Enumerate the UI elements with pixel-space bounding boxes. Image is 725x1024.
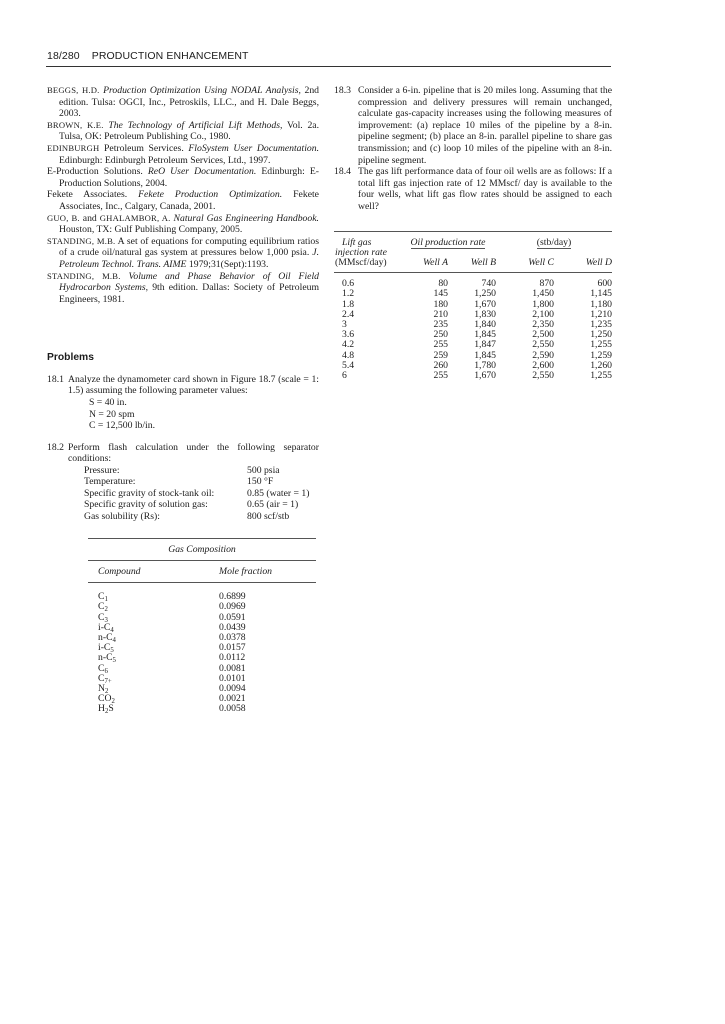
injection-rate-cell: 3.6 [342,329,355,341]
injection-rate-cell: 4.8 [342,349,355,361]
production-cell: 1,210 [590,308,612,320]
column-header: Compound [98,565,141,577]
gas-composition-table [88,538,316,715]
table-row [334,330,612,340]
mole-fraction-cell: 0.0021 [219,693,246,705]
references-list [47,85,319,305]
mole-fraction-cell: 0.0969 [219,601,246,613]
table-row [334,289,612,299]
column-group-header: Oil production rate [410,236,486,248]
problem-18-2 [47,442,319,465]
table-row [88,664,316,674]
column-header: Well A [422,256,448,268]
mole-fraction-cell: 0.0591 [219,611,246,623]
parameter-item: N = 20 spm [89,408,135,420]
table-row [88,704,316,714]
column-header: Well B [470,256,496,268]
production-cell: 1,800 [532,298,554,310]
problem-text: Perform flash calculation under the following separator conditions: [68,441,319,465]
compound-cell: $C_3$ [98,611,108,624]
production-cell: 80 [438,278,448,290]
condition-row: Gas solubility (Rs): 800 scf/stb [84,510,290,522]
injection-rate-cell: 1.8 [342,298,355,310]
mole-fraction-cell: 0.0101 [219,672,246,684]
production-cell: 2,600 [532,359,554,371]
problem-text: The gas lift performance data of four oil wells are as follows: If a total lift gas injection rate of 12 MMscf/ day is available to the four wells, what lift gas flow rates should be assigned to each well? [358,166,612,212]
header-rule [46,66,611,67]
compound-cell: $C_2$ [98,601,108,614]
production-cell: 2,550 [532,369,554,381]
compound-cell: $N_2$ [98,683,109,696]
problem-number: 18.4 [334,166,351,178]
production-cell: 2,590 [532,349,554,361]
problem-text: Analyze the dynamometer card shown in Figure 18.7 (scale = 1: 1.5) assuming the following parameter values: [68,373,319,397]
production-cell: 1,780 [474,359,496,371]
mole-fraction-cell: 0.0094 [219,683,246,695]
production-cell: 1,259 [590,349,612,361]
column-group-header: (stb/day) [536,236,572,248]
table-row [334,371,612,381]
compound-cell: $H_2S$ [98,703,114,716]
production-cell: 180 [433,298,448,310]
reference-item: BEGGS, H.D. Production Optimization Using NODAL Analysis, 2nd edition. Tulsa: OGCI, Inc., Petroskils, LLC., and H. Dale Beggs, 2003. [47,85,320,120]
compound-cell: $C_{7+}$ [98,672,112,685]
column-header: Well D [585,256,612,268]
gas-lift-table [334,231,612,382]
reference-item: STANDING, M.B. Volume and Phase Behavior of Oil Field Hydrocarbon Systems, 9th edition. Dallas: Society of Petroleum Engineers, 1981. [47,270,320,305]
table-body [334,279,612,381]
mole-fraction-cell: 0.0081 [219,662,246,674]
compound-cell: $C_6$ [98,662,108,675]
production-cell: 259 [433,349,448,361]
table-row [334,361,612,371]
injection-rate-cell: 0.6 [342,278,355,290]
table-caption: Gas Composition [168,544,236,556]
table-row [88,602,316,612]
production-cell: 250 [433,329,448,341]
table-row [334,300,612,310]
production-cell: 1,845 [474,349,496,361]
production-cell: 1,250 [590,329,612,341]
mole-fraction-cell: 0.0058 [219,703,246,715]
column-header: Lift gas [342,236,372,248]
production-cell: 740 [481,278,496,290]
mole-fraction-cell: 0.0157 [219,642,246,654]
problem-text: Consider a 6-in. pipeline that is 20 miles long. Assuming that the compression and delivery pressures will remain unchanged, calculate gas-capacity increases using the following measures of improvement: (a) replace 10 miles of the pipeline by a 8-in. pipeline segment; (b) place an 8-in. parallel pipeline to share gas transmission; and (c) loop 10 miles of the pipeline with an 8-in. pipeline segment. [358,85,612,166]
problem-number: 18.1 [47,373,64,385]
production-cell: 1,830 [474,308,496,320]
production-cell: 2,350 [532,318,554,330]
mole-fraction-cell: 0.0439 [219,621,246,633]
mole-fraction-cell: 0.6899 [219,591,246,603]
injection-rate-cell: 2.4 [342,308,355,320]
production-cell: 1,847 [474,339,496,351]
production-cell: 1,845 [474,329,496,341]
compound-cell: $i-C_5$ [98,642,114,655]
column-header: (MMscf/day) [335,256,387,268]
running-header [47,50,249,62]
injection-rate-cell: 3 [342,318,347,330]
production-cell: 1,255 [590,339,612,351]
compound-cell: $CO_2$ [98,693,115,706]
condition-row: Specific gravity of stock-tank oil: 0.85 (water = 1) [84,487,310,499]
condition-row: Pressure: 500 psia [84,465,280,477]
table-body [88,583,316,714]
table-row [88,674,316,684]
production-cell: 2,100 [532,308,554,320]
table-row [88,623,316,633]
table-row [88,592,316,602]
compound-cell: $C_1$ [98,591,108,604]
production-cell: 1,145 [590,288,612,300]
problem-18-1 [47,374,319,432]
table-row [334,320,612,330]
production-cell: 2,500 [532,329,554,341]
production-cell: 1,250 [474,288,496,300]
mole-fraction-cell: 0.0112 [219,652,246,664]
reference-item: Fekete Associates. Fekete Production Optimization. Fekete Associates, Inc., Calgary, Canada, 2001. [47,189,319,212]
reference-item: STANDING, M.B. A set of equations for computing equilibrium ratios of a crude oil/natural gas system at pressures below 1,000 psia. J. Petroleum Technol. Trans. AIME 1979;31(Sept):1193. [47,235,320,270]
production-cell: 1,255 [590,369,612,381]
parameter-item: C = 12,500 lb/in. [89,420,156,432]
running-title: PRODUCTION ENHANCEMENT [91,50,249,62]
table-row [88,684,316,694]
production-cell: 255 [433,339,448,351]
production-cell: 260 [433,359,448,371]
production-cell: 1,670 [474,298,496,310]
compound-cell: $n-C_4$ [98,632,116,645]
injection-rate-cell: 6 [342,369,347,381]
table-row [334,310,612,320]
parameter-item: S = 40 in. [89,397,127,409]
table-row [334,279,612,289]
injection-rate-cell: 5.4 [342,359,355,371]
injection-rate-cell: 1.2 [342,288,355,300]
production-cell: 1,840 [474,318,496,330]
production-cell: 1,670 [474,369,496,381]
table-row [334,340,612,350]
table-row [88,653,316,663]
table-row [88,643,316,653]
production-cell: 255 [433,369,448,381]
problem-18-4 [334,166,612,212]
reference-item: GUO, B. and GHALAMBOR, A. Natural Gas Engineering Handbook. Houston, TX: Gulf Publishing Company, 2005. [47,212,319,236]
production-cell: 1,235 [590,318,612,330]
left-column [47,85,319,715]
table-row [88,613,316,623]
right-column [334,85,612,381]
injection-rate-cell: 4.2 [342,339,355,351]
problem-number: 18.2 [47,441,64,453]
production-cell: 235 [433,318,448,330]
problem-number: 18.3 [334,85,351,96]
production-cell: 600 [597,278,612,290]
column-header: Well C [528,256,554,268]
compound-cell: $n-C_5$ [98,652,116,665]
mole-fraction-cell: 0.0378 [219,632,246,644]
table-row [88,633,316,643]
reference-item: EDINBURGH Petroleum Services. FloSystem User Documentation. Edinburgh: Edinburgh Petroleum Services, Ltd., 1997. [47,142,320,166]
column-header: injection rate [335,246,387,258]
production-cell: 870 [539,278,554,290]
table-header-row [334,258,612,273]
production-cell: 2,550 [532,339,554,351]
page-number: 18/280 [47,50,80,62]
compound-cell: $i-C_4$ [98,621,114,634]
table-header-row [334,232,612,248]
problems-heading: Problems [47,352,94,364]
table-header [88,561,316,583]
reference-item: E-Production Solutions. ReO User Documentation. Edinburgh: E-Production Solutions, 2004. [47,166,320,189]
production-cell: 145 [433,288,448,300]
separator-conditions [84,465,319,522]
table-row [88,694,316,704]
column-header: Mole fraction [219,565,273,577]
condition-row: Temperature: 150 °F [84,476,274,488]
condition-row: Specific gravity of solution gas: 0.65 (air = 1) [84,499,299,511]
parameter-list [89,397,319,432]
table-row [334,351,612,361]
production-cell: 1,260 [590,359,612,371]
production-cell: 210 [433,308,448,320]
reference-item: BROWN, K.E. The Technology of Artificial Lift Methods, Vol. 2a. Tulsa, OK: Petroleum Publishing Co., 1980. [47,119,320,143]
production-cell: 1,450 [532,288,554,300]
production-cell: 1,180 [590,298,612,310]
problem-18-3 [334,85,612,166]
